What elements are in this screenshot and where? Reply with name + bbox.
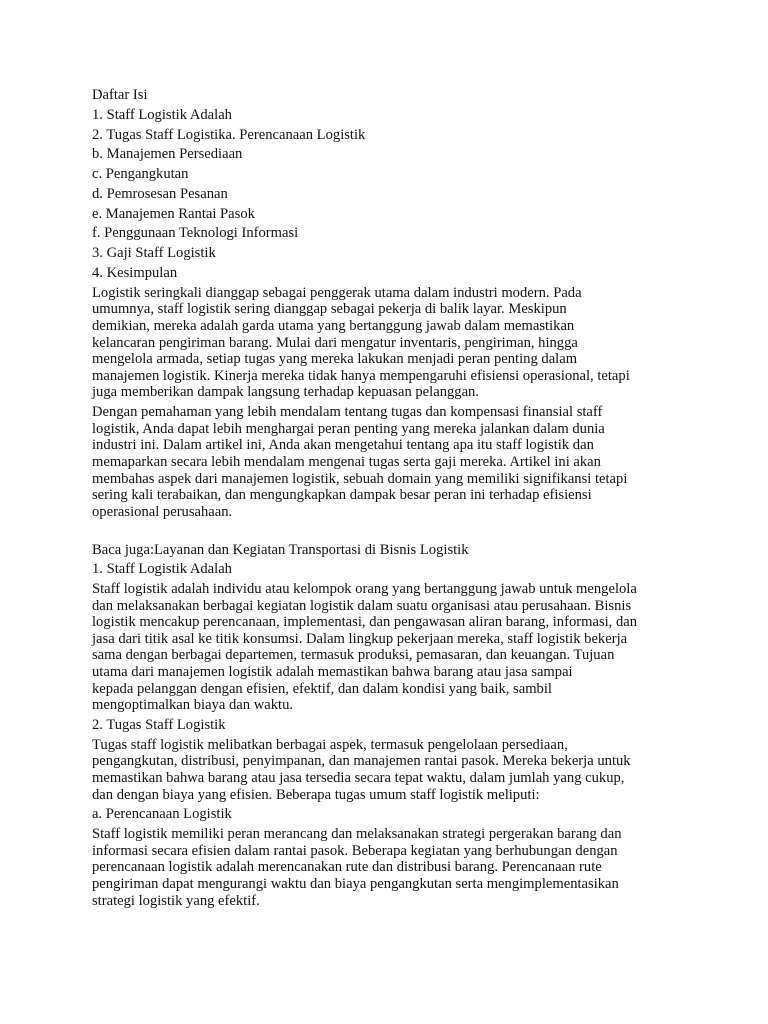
text-line: memastikan bahwa barang atau jasa tersedia secara tepat waktu, dalam jumlah yang cukup, [92, 769, 625, 786]
baca-juga-link[interactable]: Baca juga:Layanan dan Kegiatan Transportasi di Bisnis Logistik [92, 541, 469, 558]
section-1-body [92, 581, 682, 714]
paragraph-gap [92, 524, 682, 542]
document-page [92, 87, 682, 912]
text-line: manajemen logistik. Kinerja mereka tidak hanya mempengaruhi efisiensi operasional, tetapi [92, 367, 630, 384]
toc-item-kesimpulan[interactable]: 4. Kesimpulan [92, 265, 178, 282]
text-line: kepada pelanggan dengan efisien, efektif, dan dalam kondisi yang baik, sambil [92, 680, 552, 697]
text-line: logistik mencakup perencanaan, implementasi, dan pengawasan aliran barang, informasi, dan [92, 614, 638, 631]
section-1-heading: 1. Staff Logistik Adalah [92, 561, 232, 578]
section-2-heading: 2. Tugas Staff Logistik [92, 717, 226, 733]
text-line: Staff logistik adalah individu atau kelompok orang yang bertanggung jawab untuk mengelola [92, 581, 637, 598]
text-line: pengangkutan, distribusi, penyimpanan, dan manajemen rantai pasok. Mereka bekerja untuk [92, 753, 631, 770]
intro-paragraph-2 [92, 404, 682, 520]
text-line: strategi logistik yang efektif. [92, 892, 260, 909]
toc-item-staff-logistik-adalah[interactable]: 1. Staff Logistik Adalah [92, 106, 232, 123]
section-2-body [92, 737, 682, 803]
text-line: Dengan pemahaman yang lebih mendalam tentang tugas dan kompensasi finansial staff [92, 404, 603, 421]
text-line: mengoptimalkan biaya dan waktu. [92, 697, 294, 714]
text-line: Tugas staff logistik melibatkan berbagai aspek, termasuk pengelolaan persediaan, [92, 736, 568, 753]
toc-item-manajemen-rantai-pasok[interactable]: e. Manajemen Rantai Pasok [92, 205, 255, 222]
text-line: juga memberikan dampak langsung terhadap kepuasan pelanggan. [92, 384, 480, 401]
text-line: operasional perusahaan. [92, 503, 233, 520]
text-line: sering kali terabaikan, dan mengungkapkan dampak besar peran ini terhadap efisiensi [92, 487, 592, 504]
text-line: membahas aspek dari manajemen logistik, sebuah domain yang memiliki signifikansi tetapi [92, 470, 628, 487]
text-line: perencanaan logistik adalah merencanakan rute dan distribusi barang. Perencanaan rute [92, 859, 602, 876]
text-line: utama dari manajemen logistik adalah memastikan bahwa barang atau jasa sampai [92, 664, 573, 681]
toc-title: Daftar Isi [92, 87, 148, 103]
section-2a-body [92, 826, 682, 909]
intro-paragraph-1 [92, 285, 682, 401]
text-line: industri ini. Dalam artikel ini, Anda akan mengetahui tentang apa itu staff logistik dan [92, 437, 594, 454]
toc-item-teknologi-informasi[interactable]: f. Penggunaan Teknologi Informasi [92, 225, 299, 242]
toc-item-tugas-staff-logistik[interactable]: 2. Tugas Staff Logistika. Perencanaan Logistik [92, 126, 366, 143]
table-of-contents [92, 87, 682, 282]
text-line: pengiriman dapat mengurangi waktu dan biaya pengangkutan serta mengimplementasikan [92, 875, 619, 892]
section-2a-heading: a. Perencanaan Logistik [92, 806, 232, 823]
text-line: dan melaksanakan berbagai kegiatan logistik dalam suatu organisasi atau perusahaan. Bisnis [92, 597, 632, 614]
text-line: demikian, mereka adalah garda utama yang bertanggung jawab dalam memastikan [92, 318, 575, 334]
text-line: sama dengan berbagai departemen, termasuk produksi, pemasaran, dan keuangan. Tujuan [92, 647, 615, 664]
text-line: logistik, Anda dapat lebih menghargai peran penting yang mereka jalankan dalam dunia [92, 420, 605, 437]
toc-item-pengangkutan[interactable]: c. Pengangkutan [92, 166, 189, 183]
toc-item-pemrosesan-pesanan[interactable]: d. Pemrosesan Pesanan [92, 185, 228, 202]
text-line: umumnya, staff logistik sering dianggap sebagai pekerja di balik layar. Meskipun [92, 301, 567, 318]
text-line: dan dengan biaya yang efisien. Beberapa tugas umum staff logistik meliputi: [92, 786, 540, 803]
text-line: informasi secara efisien dalam rantai pasok. Beberapa kegiatan yang berhubungan dengan [92, 842, 618, 859]
text-line: Staff logistik memiliki peran merancang dan melaksanakan strategi pergerakan barang dan [92, 826, 622, 843]
toc-item-gaji-staff-logistik[interactable]: 3. Gaji Staff Logistik [92, 245, 216, 262]
text-line: mengelola armada, setiap tugas yang mereka lakukan menjadi peran penting dalam [92, 351, 578, 368]
text-line: memaparkan secara lebih mendalam mengenai tugas serta gaji mereka. Artikel ini akan [92, 453, 601, 470]
text-line: jasa dari titik asal ke titik konsumsi. Dalam lingkup pekerjaan mereka, staff logistik bekerja [92, 630, 628, 647]
toc-item-manajemen-persediaan[interactable]: b. Manajemen Persediaan [92, 146, 243, 163]
text-line: kelancaran pengiriman barang. Mulai dari mengatur inventaris, pengiriman, hingga [92, 334, 578, 351]
text-line: Logistik seringkali dianggap sebagai penggerak utama dalam industri modern. Pada [92, 284, 582, 301]
